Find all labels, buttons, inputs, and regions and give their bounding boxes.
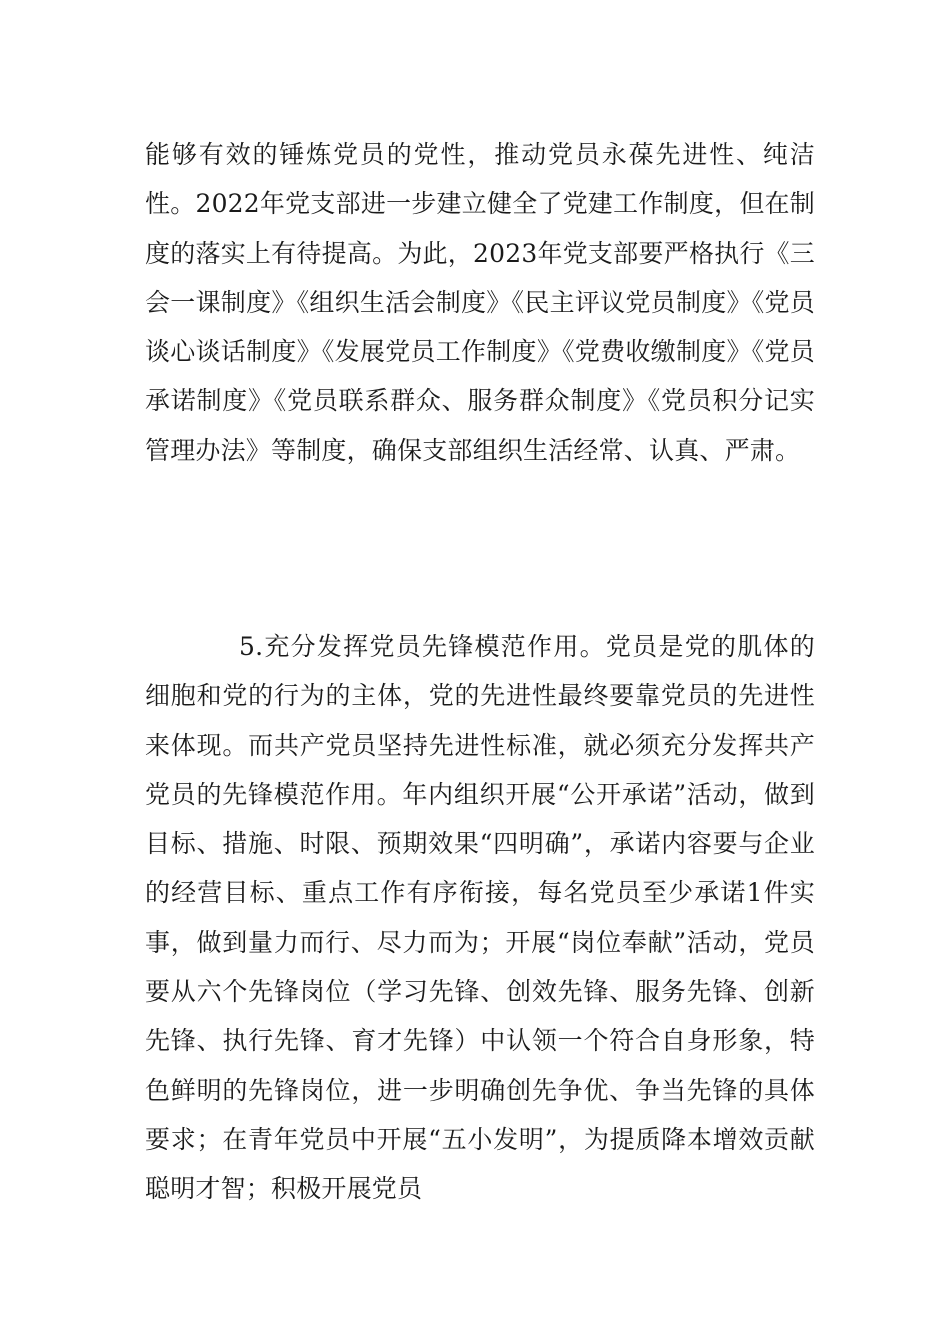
paragraph-vanguard-role: 5.充分发挥党员先锋模范作用。党员是党的肌体的细胞和党的行为的主体，党的先进性最终要靠党员的先进性来体现。而共产党员坚持先进性标准，就必须充分发挥共产党员的先锋模范作用。年内组织开展“公开承诺”活动，做到目标、措施、时限、预期效果“四明确”，承诺内容要与企业的经营目标、重点工作有序衔接，每名党员至少承诺1件实事，做到量力而行、尽力而为；开展“岗位奉献”活动，党员要从六个先锋岗位（学习先锋、创效先锋、服务先锋、创新先锋、执行先锋、育才先锋）中认领一个符合自身形象，特色鲜明的先锋岗位，进一步明确创先争优、争当先锋的具体要求；在青年党员中开展“五小发明”，为提质降本增效贡献聪明才智；积极开展党员 xyxy=(145,632,815,1204)
paragraph-party-system: 能够有效的锤炼党员的党性，推动党员永葆先进性、纯洁性。2022年党支部进一步建立健全了党建工作制度，但在制度的落实上有待提高。为此，2023年党支部要严格执行《三会一课制度》《组织生活会制度》《民主评议党员制度》《党员谈心谈话制度》《发展党员工作制度》《党费收缴制度》《党员承诺制度》《党员联系群众、服务群众制度》《党员积分记实管理办法》等制度，确保支部组织生活经常、认真、严肃。 xyxy=(145,140,815,465)
